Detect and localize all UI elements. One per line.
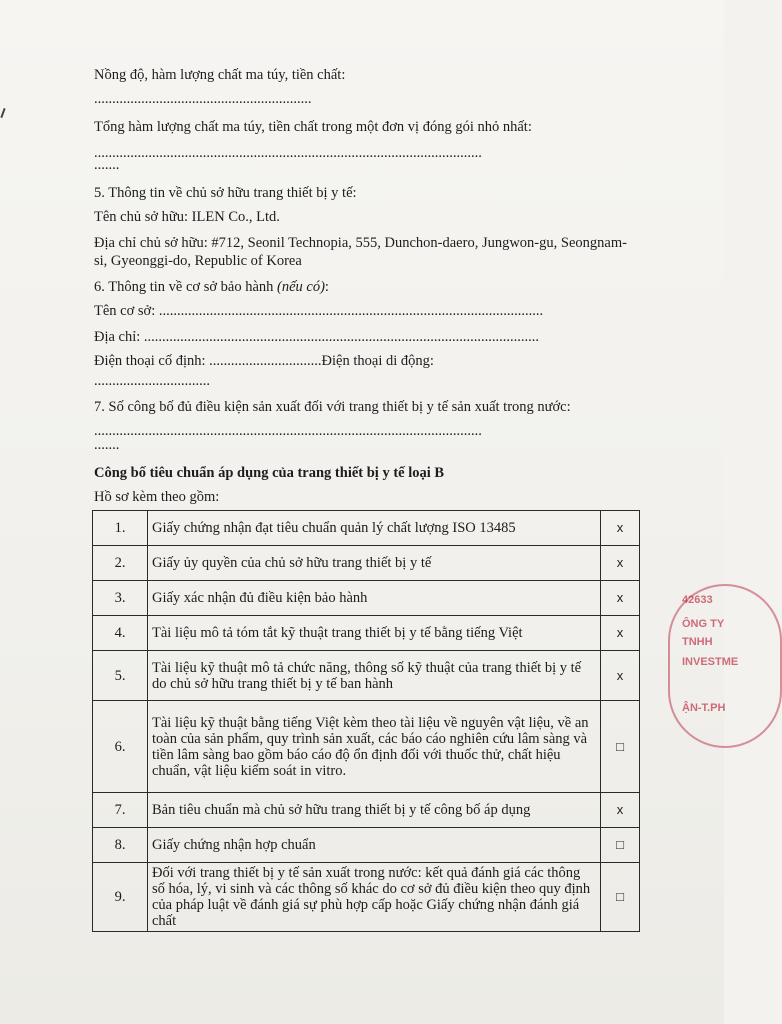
- section6-heading-text: 6. Thông tin về cơ sở bảo hành: [94, 279, 274, 295]
- total-content-label: Tổng hàm lượng chất ma túy, tiền chất trong một đơn vị đóng gói nhỏ nhất:: [94, 119, 532, 135]
- stamp-line-5: ẬN-T.PH: [682, 702, 726, 714]
- row-text: Tài liệu mô tả tóm tắt kỹ thuật trang thiết bị y tế bằng tiếng Việt: [148, 616, 601, 651]
- row-number: 3.: [93, 581, 148, 616]
- attachments-label: Hồ sơ kèm theo gồm:: [94, 489, 220, 505]
- section7-heading: 7. Số công bố đủ điều kiện sản xuất đối với trang thiết bị y tế sản xuất trong nước:: [94, 399, 571, 415]
- section6-heading-colon: :: [324, 279, 329, 295]
- row-text: Giấy ủy quyền của chủ sở hữu trang thiết bị y tế: [148, 546, 601, 581]
- section7-dots-2: .......: [94, 437, 120, 453]
- table-row: [93, 511, 640, 546]
- section5-heading: 5. Thông tin về chủ sở hữu trang thiết bị y tế:: [94, 185, 357, 201]
- stamp-line-3: TNHH: [682, 636, 713, 648]
- concentration-label: Nồng độ, hàm lượng chất ma túy, tiền chất:: [94, 67, 346, 83]
- row-number: 8.: [93, 828, 148, 863]
- total-content-dots: ...........................................................................................................: [94, 145, 482, 161]
- row-mark: □: [601, 828, 640, 863]
- row-mark: x: [601, 793, 640, 828]
- table-row: [93, 546, 640, 581]
- row-text: Giấy chứng nhận đạt tiêu chuẩn quản lý chất lượng ISO 13485: [148, 511, 601, 546]
- row-number: 9.: [93, 863, 148, 932]
- row-text: Tài liệu kỹ thuật mô tả chức năng, thông số kỹ thuật của trang thiết bị y tế do chủ sở hữu trang thiết bị y tế ban hành: [148, 651, 601, 701]
- row-mark: x: [601, 581, 640, 616]
- row-text: Giấy xác nhận đủ điều kiện bảo hành: [148, 581, 601, 616]
- table-row: [93, 651, 640, 701]
- row-mark: x: [601, 546, 640, 581]
- table-row: [93, 581, 640, 616]
- row-text: Tài liệu kỹ thuật bằng tiếng Việt kèm theo tài liệu về nguyên vật liệu, về an toàn của sản phẩm, quy trình sản xuất, các báo cáo nghiên cứu lâm sàng và tiền lâm sàng bao gồm báo cáo độ ổn định đối với thuốc thử, chất hiệu chuẩn, vật liệu kiểm soát in vitro.: [148, 701, 601, 793]
- table-row: [93, 863, 640, 932]
- standards-title: Công bố tiêu chuẩn áp dụng của trang thiết bị y tế loại B: [94, 465, 445, 481]
- row-mark: □: [601, 863, 640, 932]
- documents-table: [92, 510, 640, 932]
- stamp-line-2: ÔNG TY: [682, 618, 725, 630]
- row-number: 5.: [93, 651, 148, 701]
- facility-name: Tên cơ sở: ..........................................................................................................: [94, 303, 544, 319]
- section6-heading: [94, 278, 329, 296]
- facility-address: Địa chỉ: .............................................................................................................: [94, 329, 540, 345]
- stamp-line-4: INVESTME: [682, 656, 739, 668]
- stamp-line-1: 42633: [682, 594, 713, 606]
- row-mark: x: [601, 616, 640, 651]
- table-row: [93, 828, 640, 863]
- row-mark: x: [601, 651, 640, 701]
- table-row: [93, 793, 640, 828]
- row-text: Giấy chứng nhận hợp chuẩn: [148, 828, 601, 863]
- row-text: Bản tiêu chuẩn mà chủ sở hữu trang thiết bị y tế công bố áp dụng: [148, 793, 601, 828]
- row-text: Đối với trang thiết bị y tế sản xuất trong nước: kết quả đánh giá các thông số hóa, lý, vi sinh và các thông số khác do cơ sở đủ điều kiện theo quy định của pháp luật về đánh giá sự phù hợp cấp hoặc Giấy chứng nhận đánh giá chất: [148, 863, 601, 932]
- total-content-dots-2: .......: [94, 157, 120, 173]
- row-number: 1.: [93, 511, 148, 546]
- owner-name: Tên chủ sở hữu: ILEN Co., Ltd.: [94, 209, 280, 225]
- margin-mark: [0, 108, 5, 118]
- table-row: [93, 701, 640, 793]
- concentration-dots: ............................................................: [94, 91, 312, 107]
- row-number: 7.: [93, 793, 148, 828]
- row-number: 4.: [93, 616, 148, 651]
- section6-heading-note: (nếu có): [277, 279, 325, 295]
- section7-dots: ...........................................................................................................: [94, 423, 482, 439]
- row-number: 6.: [93, 701, 148, 793]
- row-mark: □: [601, 701, 640, 793]
- company-stamp: [668, 584, 782, 748]
- owner-address: Địa chỉ chủ sở hữu: #712, Seonil Technopia, 555, Dunchon-daero, Jungwon-gu, Seongnam-si, Gyeonggi-do, Republic of Korea: [94, 235, 627, 269]
- facility-phone: Điện thoại cố định: ...............................Điện thoại di động:: [94, 353, 434, 369]
- facility-phone-dots: ................................: [94, 373, 210, 389]
- table-row: [93, 616, 640, 651]
- row-mark: x: [601, 511, 640, 546]
- row-number: 2.: [93, 546, 148, 581]
